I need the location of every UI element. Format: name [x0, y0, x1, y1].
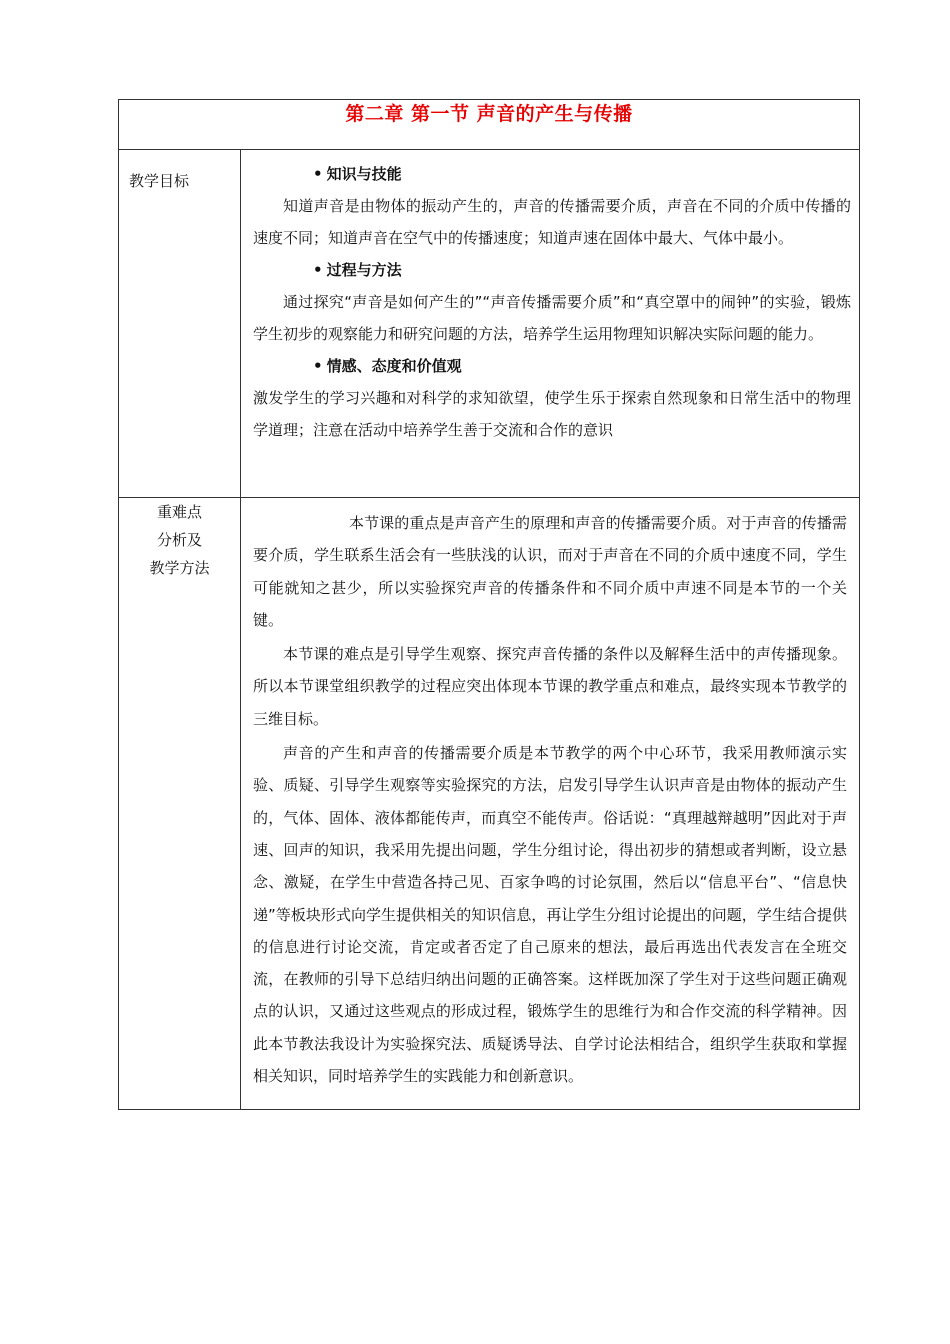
goals-label-cell — [119, 150, 241, 498]
methods-label-cell — [119, 498, 241, 1110]
section-heading-process — [253, 256, 851, 284]
methods-paragraph-1: 本节课的重点是声音产生的原理和声音的传播需要介质。对于声音的传播需要介质，学生联系生活会有一些肤浅的认识，而对于声音在不同的介质中速度不同，学生可能就知之甚少，所以实验探究声音的传播条件和不同介质中声速不同是本节的一个关键。 — [253, 514, 847, 629]
section-text-attitude: 激发学生的学习兴趣和对科学的求知欲望，使学生乐于探索自然现象和日常生活中的物理学道理；注意在活动中培养学生善于交流和合作的意识 — [253, 389, 851, 439]
methods-content — [241, 498, 859, 1109]
methods-row — [119, 498, 860, 1110]
methods-label-line-2: 分析及 — [156, 531, 202, 549]
bullet-icon: • — [313, 357, 323, 375]
goals-content — [241, 150, 859, 497]
section-heading-knowledge — [253, 160, 851, 188]
lesson-plan-table — [118, 99, 860, 1110]
methods-paragraph-3: 声音的产生和声音的传播需要介质是本节教学的两个中心环节，我采用教师演示实验、质疑、引导学生观察等实验探究的方法，启发引导学生认识声音是由物体的振动产生的，气体、固体、液体都能传声，而真空不能传声。俗话说：“真理越辩越明”因此对于声速、回声的知识，我采用先提出问题，学生分组讨论，得出初步的猜想或者判断，设立悬念、激疑，在学生中营造各持己见、百家争鸣的讨论氛围，然后以“信息平台”、“信息快递”等板块形式向学生提供相关的知识信息，再让学生分组讨论提出的问题，学生结合提供的信息进行讨论交流，肯定或者否定了自己原来的想法，最后再选出代表发言在全班交流，在教师的引导下总结归纳出问题的正确答案。这样既加深了学生对于这些问题正确观点的认识，又通过这些观点的形成过程，锻炼学生的思维行为和合作交流的科学精神。因此本节教法我设计为实验探究法、质疑诱导法、自学讨论法相结合，组织学生获取和掌握相关知识，同时培养学生的实践能力和创新意识。 — [253, 744, 847, 1086]
methods-label-line-1: 重难点 — [156, 503, 202, 521]
goals-row — [119, 150, 860, 498]
section-heading-text: 知识与技能 — [326, 165, 402, 183]
bullet-icon: • — [313, 261, 323, 279]
page-title: 第二章 第一节 声音的产生与传播 — [345, 103, 633, 125]
methods-content-cell — [241, 498, 860, 1110]
title-cell — [119, 100, 860, 150]
methods-label-line-3: 教学方法 — [149, 559, 210, 577]
methods-paragraph-2: 本节课的难点是引导学生观察、探究声音传播的条件以及解释生活中的声传播现象。所以本节课堂组织教学的过程应突出体现本节课的教学重点和难点，最终实现本节教学的三维目标。 — [253, 645, 847, 728]
section-text-process: 通过探究“声音是如何产生的”“声音传播需要介质”和“真空罩中的闹钟”的实验，锻炼学生初步的观察能力和研究问题的方法，培养学生运用物理知识解决实际问题的能力。 — [253, 293, 851, 343]
title-row — [119, 100, 860, 150]
section-text-knowledge: 知道声音是由物体的振动产生的，声音的传播需要介质，声音在不同的介质中传播的速度不同；知道声音在空气中的传播速度；知道声速在固体中最大、气体中最小。 — [253, 197, 851, 247]
bullet-icon: • — [313, 165, 323, 183]
section-heading-text: 过程与方法 — [326, 261, 402, 279]
goals-content-cell — [241, 150, 860, 498]
section-heading-attitude — [253, 352, 851, 380]
section-heading-text: 情感、态度和价值观 — [326, 357, 462, 375]
goals-label: 教学目标 — [129, 172, 190, 190]
